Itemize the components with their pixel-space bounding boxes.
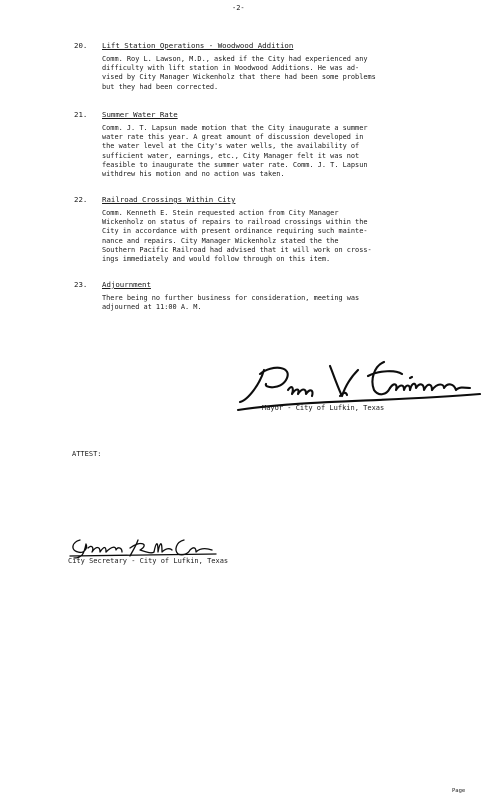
- section-20: [74, 41, 484, 92]
- mayor-signature-caption: Mayor - City of Lufkin, Texas: [262, 404, 385, 412]
- section-heading: [74, 195, 484, 207]
- section-heading: [74, 280, 484, 292]
- section-22: [74, 195, 484, 264]
- body-line: There being no further business for consideration, meeting was: [102, 294, 360, 302]
- body-line: Comm. J. T. Lapsun made motion that the City inaugurate a summer: [102, 124, 368, 132]
- body-line: withdrew his motion and no action was taken.: [102, 170, 285, 179]
- section-heading: [74, 41, 484, 53]
- section-body: [102, 294, 480, 312]
- section-body: [102, 124, 480, 179]
- secretary-signature-caption: City Secretary - City of Lufkin, Texas: [68, 557, 229, 565]
- body-line: Comm. Roy L. Lawson, M.D., asked if the City had experienced any: [102, 55, 368, 63]
- attest-label: ATTEST:: [72, 450, 102, 458]
- body-line: water rate this year. A great amount of discussion developed in: [102, 133, 364, 142]
- body-line: ings immediately and would follow through on this item.: [102, 255, 331, 264]
- footer-mark: Page: [452, 788, 466, 794]
- section-title: Summer Water Rate: [102, 110, 178, 119]
- section-number: 22.: [74, 195, 88, 204]
- body-line: City in accordance with present ordinance requiring such mainte-: [102, 227, 368, 236]
- section-title: Railroad Crossings Within City: [102, 195, 236, 204]
- body-line: Wickenholz on status of repairs to railroad crossings within the: [102, 218, 368, 227]
- body-line: the water level at the City's water wells, the availability of: [102, 142, 360, 151]
- body-line: sufficient water, earnings, etc., City Manager felt it was not: [102, 151, 360, 160]
- body-line: Southern Pacific Railroad had advised that it will work on cross-: [102, 245, 372, 254]
- section-21: [74, 110, 484, 179]
- body-line: but they had been corrected.: [102, 82, 219, 91]
- page-number: -2-: [232, 4, 245, 12]
- section-number: 21.: [74, 110, 88, 119]
- section-number: 20.: [74, 41, 88, 50]
- body-line: nance and repairs. City Manager Wickenholz stated the the: [102, 236, 339, 245]
- body-line: vised by City Manager Wickenholz that there had been some problems: [102, 73, 376, 82]
- body-line: adjourned at 11:00 A. M.: [102, 303, 202, 312]
- section-number: 23.: [74, 280, 88, 289]
- section-body: [102, 209, 480, 264]
- body-line: Comm. Kenneth E. Stein requested action from City Manager: [102, 209, 339, 217]
- body-line: feasible to inaugurate the summer water rate. Comm. J. T. Lapsun: [102, 160, 368, 169]
- body-line: difficulty with lift station in Woodwood Additions. He was ad-: [102, 64, 360, 73]
- section-heading: [74, 110, 484, 122]
- section-23: [74, 280, 484, 312]
- section-title: Lift Station Operations - Woodwood Addition: [102, 41, 294, 50]
- section-body: [102, 55, 480, 92]
- section-title: Adjournment: [102, 280, 151, 289]
